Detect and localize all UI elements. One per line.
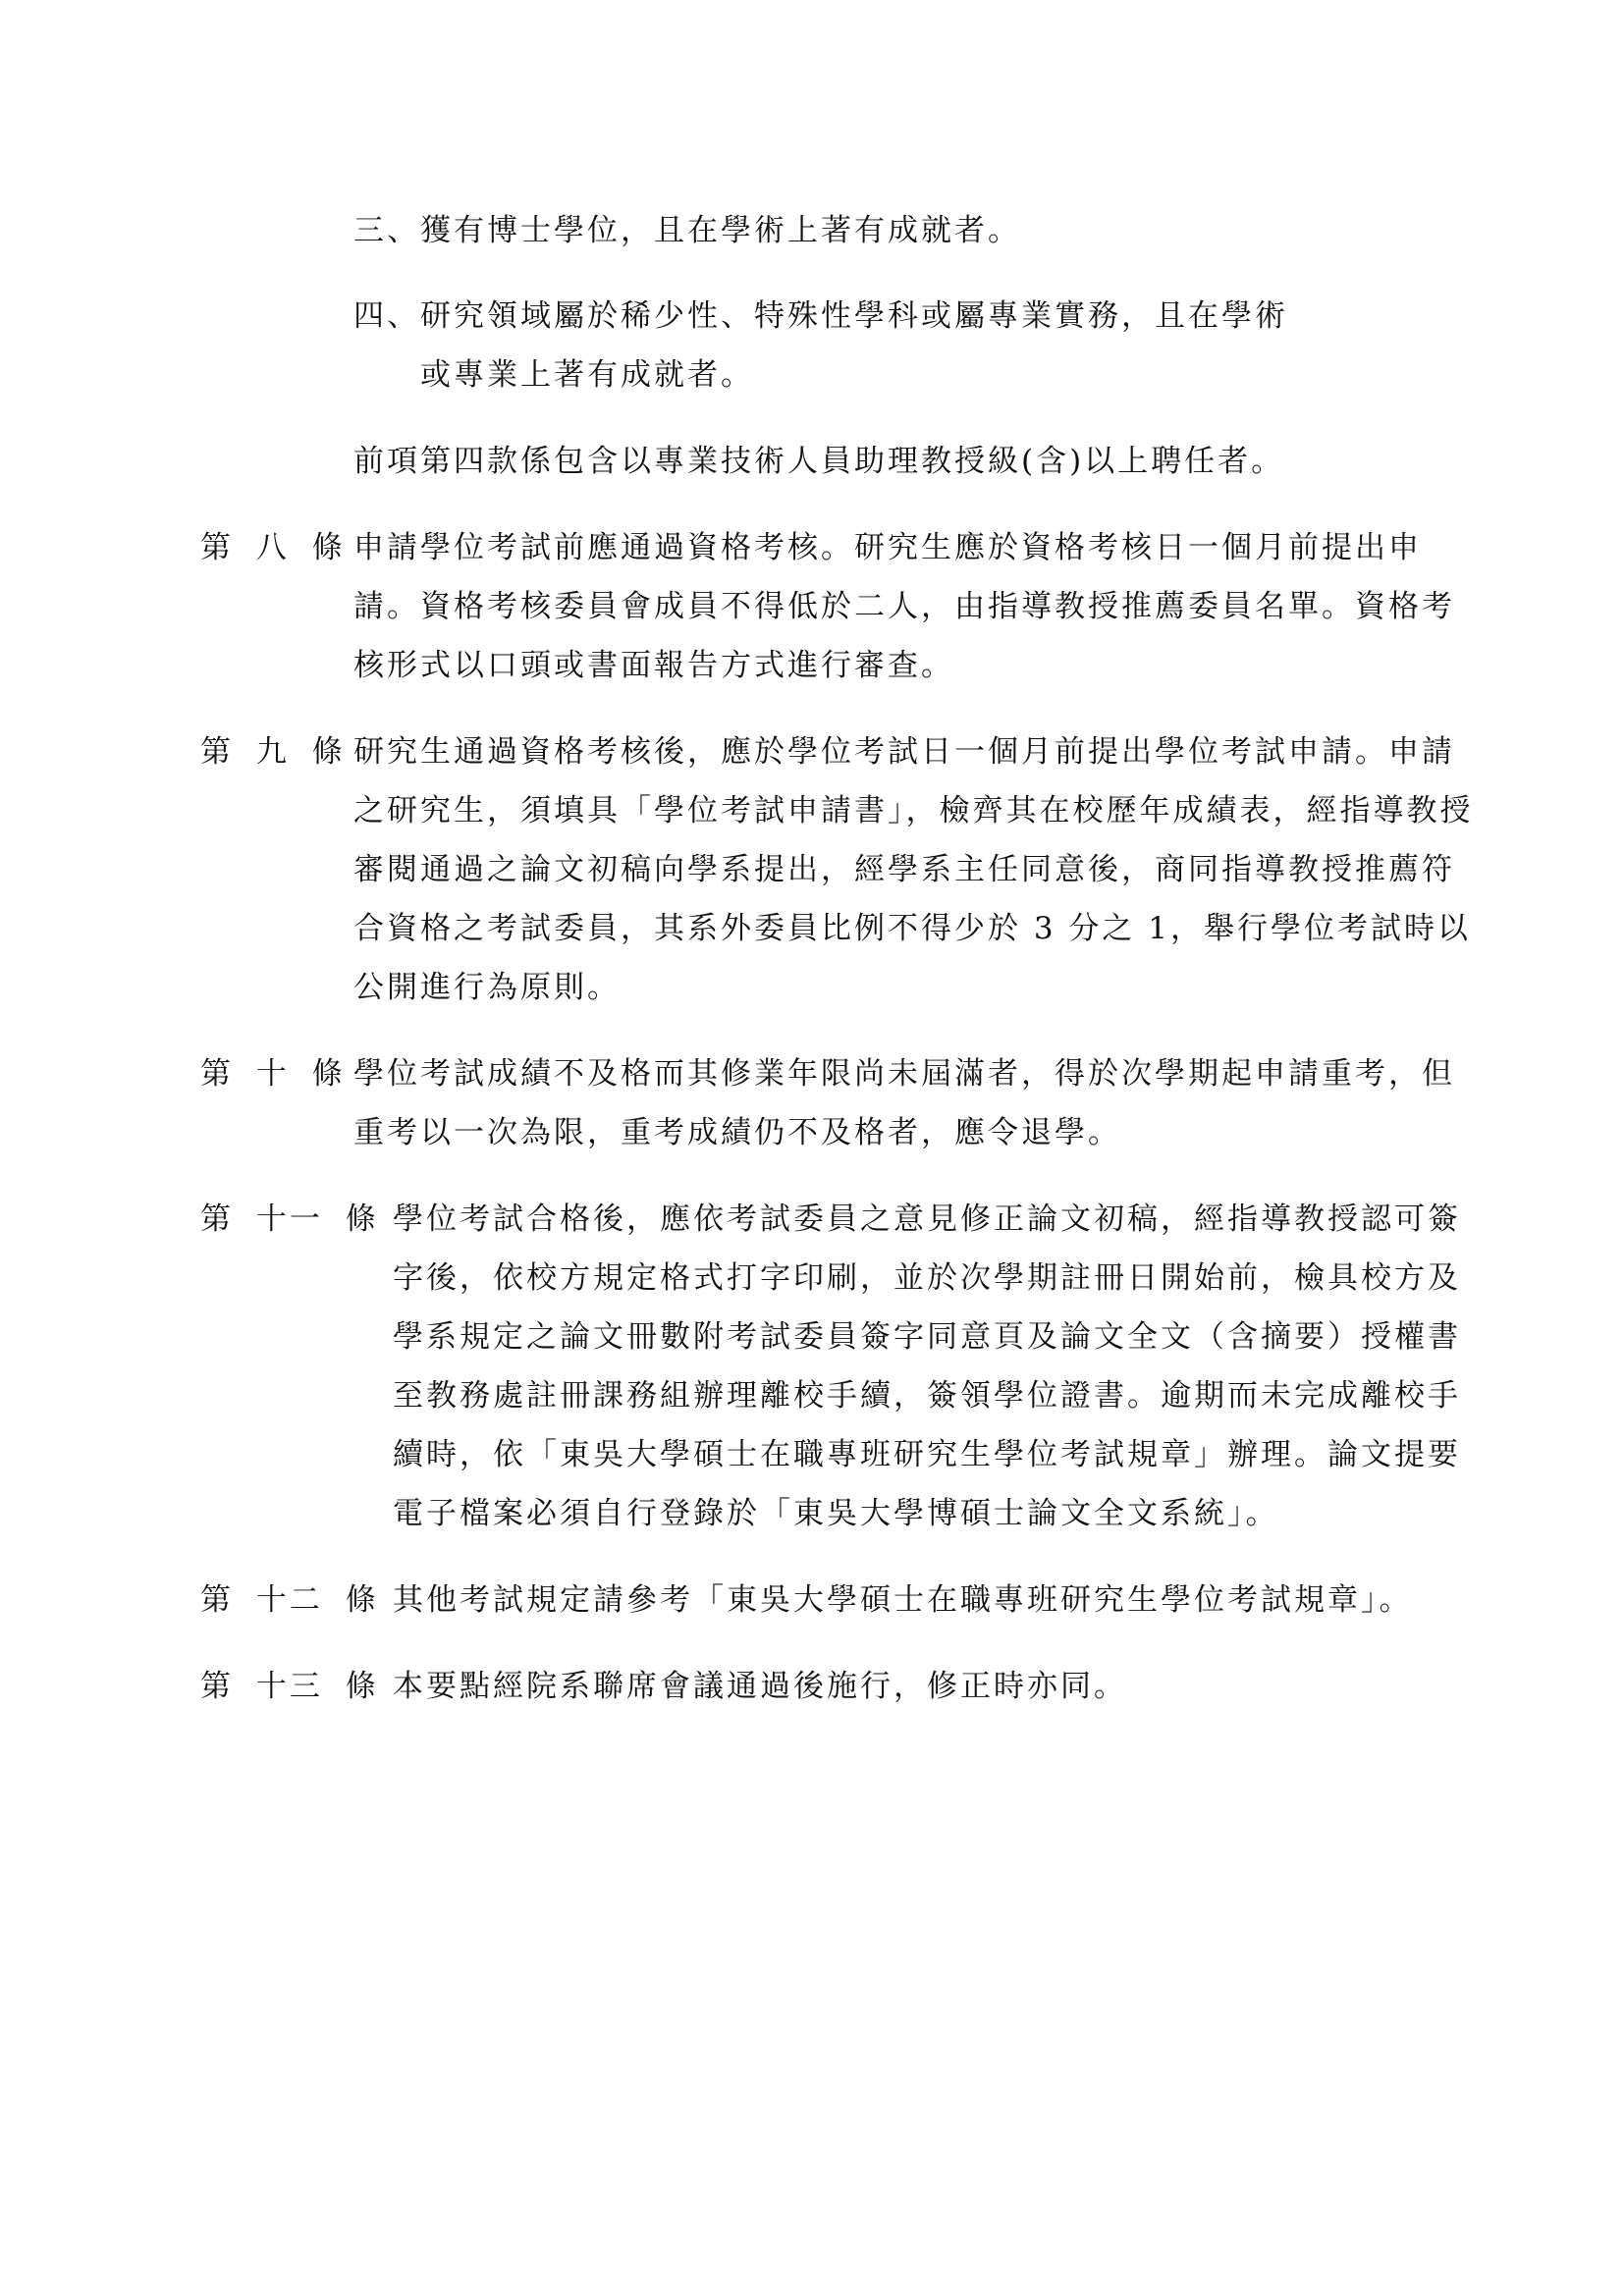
article-label-suffix: 條 xyxy=(311,734,346,770)
article-label-suffix: 條 xyxy=(311,530,346,565)
article-8-line-3: 核形式以口頭或書面報告方式進行審查。 xyxy=(353,648,954,683)
article-13-line-1: 本要點經院系聯席會議通過後施行，修正時亦同。 xyxy=(393,1669,1127,1704)
article-8-line-1: 申請學位考試前應通過資格考核。研究生應於資格考核日一個月前提出申 xyxy=(353,530,1422,565)
article-10-label xyxy=(200,1054,346,1094)
article-label-prefix: 第 xyxy=(200,1582,234,1618)
article-label-suffix: 條 xyxy=(311,1056,346,1092)
article-11-line-1: 學位考試合格後，應依考試委員之意見修正論文初稿，經指導教授認可簽 xyxy=(393,1201,1461,1237)
article-11-label xyxy=(200,1200,379,1239)
article-11-line-4: 至教務處註冊課務組辦理離校手續，簽領學位證書。逾期而未完成離校手 xyxy=(393,1378,1461,1414)
article-8-label xyxy=(200,528,346,567)
article-label-num: 十一 xyxy=(255,1201,323,1237)
article-label-num: 十 xyxy=(255,1056,290,1092)
article-9-line-5: 公開進行為原則。 xyxy=(353,970,621,1005)
article-label-prefix: 第 xyxy=(200,1201,234,1237)
intro-note: 前項第四款係包含以專業技術人員助理教授級(含)以上聘任者。 xyxy=(353,444,1285,479)
article-label-suffix: 條 xyxy=(345,1582,379,1618)
article-label-num: 九 xyxy=(255,734,290,770)
intro-item-4-line-1: 四、研究領域屬於稀少性、特殊性學科或屬專業實務，且在學術 xyxy=(353,298,1288,334)
article-label-num: 八 xyxy=(255,530,290,565)
article-9-label xyxy=(200,732,346,772)
article-label-num: 十三 xyxy=(255,1669,323,1704)
article-9-line-3: 審閱通過之論文初稿向學系提出，經學系主任同意後，商同指導教授推薦符 xyxy=(353,852,1455,887)
article-11-line-6: 電子檔案必須自行登錄於「東吳大學博碩士論文全文系統」。 xyxy=(393,1496,1279,1531)
article-label-prefix: 第 xyxy=(200,734,234,770)
article-9-line-2: 之研究生，須填具「學位考試申請書」，檢齊其在校歷年成績表，經指導教授 xyxy=(353,793,1474,828)
article-9-line-1: 研究生通過資格考核後，應於學位考試日一個月前提出學位考試申請。申請 xyxy=(353,734,1455,770)
intro-item-3: 三、獲有博士學位，且在學術上著有成就者。 xyxy=(353,213,1021,248)
article-label-prefix: 第 xyxy=(200,1669,234,1704)
article-11-line-2: 字後，依校方規定格式打字印刷，並於次學期註冊日開始前，檢具校方及 xyxy=(393,1260,1461,1296)
article-label-num: 十二 xyxy=(255,1582,323,1618)
article-label-suffix: 條 xyxy=(345,1201,379,1237)
article-8-line-2: 請。資格考核委員會成員不得低於二人，由指導教授推薦委員名單。資格考 xyxy=(353,589,1455,624)
intro-item-4-line-2: 或專業上著有成就者。 xyxy=(420,357,754,393)
article-10-line-2: 重考以一次為限，重考成績仍不及格者，應令退學。 xyxy=(353,1115,1121,1150)
article-10-line-1: 學位考試成績不及格而其修業年限尚未屆滿者，得於次學期起申請重考，但 xyxy=(353,1056,1455,1092)
article-label-suffix: 條 xyxy=(345,1669,379,1704)
article-11-line-5: 續時，依「東吳大學碩士在職專班研究生學位考試規章」辦理。論文提要 xyxy=(393,1437,1461,1472)
article-11-line-3: 學系規定之論文冊數附考試委員簽字同意頁及論文全文（含摘要）授權書 xyxy=(393,1319,1461,1355)
article-9-line-4: 合資格之考試委員，其系外委員比例不得少於 3 分之 1，舉行學位考試時以 xyxy=(353,911,1472,946)
article-12-line-1: 其他考試規定請參考「東吳大學碩士在職專班研究生學位考試規章」。 xyxy=(393,1582,1413,1618)
article-label-prefix: 第 xyxy=(200,530,234,565)
article-13-label xyxy=(200,1667,379,1706)
article-label-prefix: 第 xyxy=(200,1056,234,1092)
article-12-label xyxy=(200,1580,379,1620)
